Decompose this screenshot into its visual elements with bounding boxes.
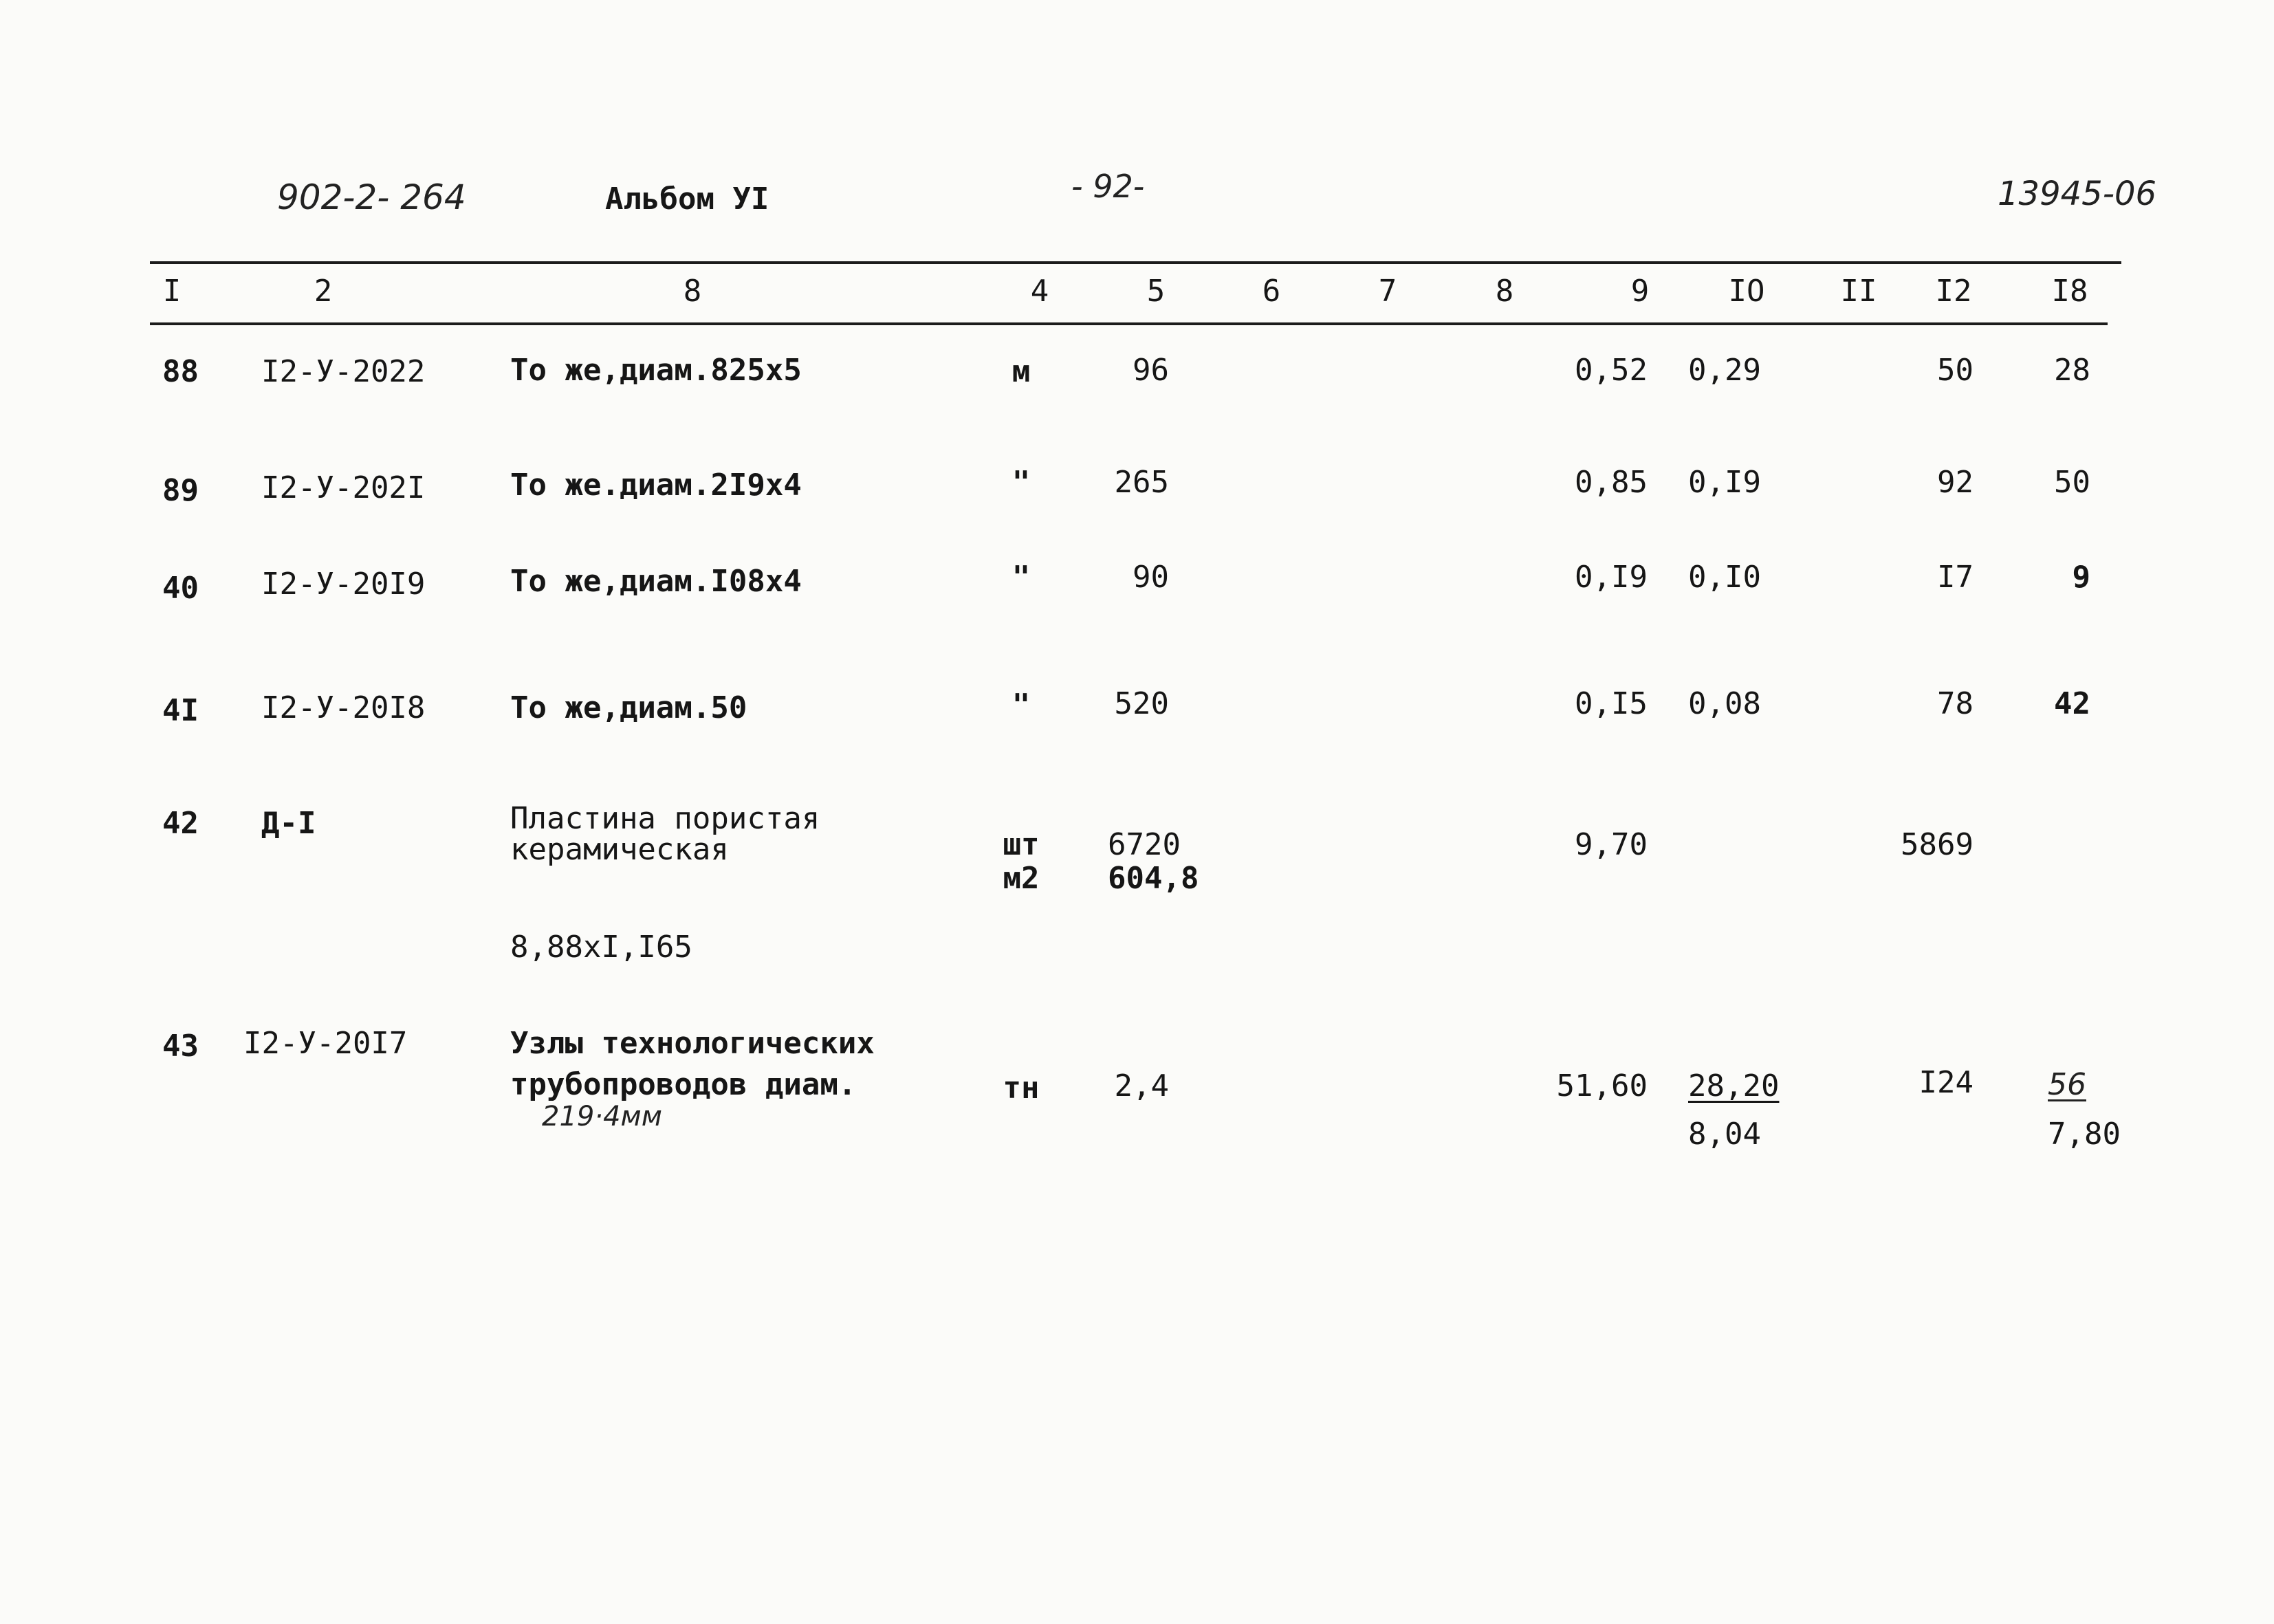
row-number: 43 — [162, 1029, 199, 1064]
item-name: То же,диам.I08x4 — [510, 564, 802, 599]
item-size: 8,88xI,I65 — [510, 930, 692, 965]
col-10-value: 0,08 — [1688, 686, 1761, 721]
row-number: 4I — [162, 693, 199, 728]
unit: " — [1012, 560, 1031, 595]
column-header: 4 — [1030, 274, 1049, 309]
item-code: I2-У-2022 — [261, 354, 426, 389]
album-label: Альбом УI — [605, 182, 769, 217]
col-12-value: 50 — [1937, 353, 1974, 388]
col-10-value: 8,04 — [1688, 1117, 1761, 1152]
col-12-value: I24 — [1918, 1065, 1974, 1100]
col-12-value: I7 — [1937, 560, 1974, 595]
column-header: 6 — [1262, 274, 1281, 309]
col-10-value: 0,I0 — [1688, 560, 1761, 595]
quantity: 265 — [1114, 465, 1169, 500]
column-header: 8 — [683, 274, 702, 309]
column-header: IO — [1728, 274, 1765, 309]
row-number: 42 — [162, 806, 199, 841]
col-9-value: 0,52 — [1575, 353, 1648, 388]
page-number: - 92- — [1071, 168, 1145, 205]
item-name-line: трубопроводов диам. — [510, 1067, 857, 1102]
quantity: 520 — [1114, 686, 1169, 721]
item-name-line: Узлы технологических — [510, 1026, 875, 1061]
col-12-value: 92 — [1937, 465, 1974, 500]
column-header: 9 — [1630, 274, 1650, 309]
col-13-value: 7,80 — [2048, 1117, 2121, 1152]
column-header: 7 — [1378, 274, 1397, 309]
item-code: Д-I — [261, 806, 316, 841]
sheet-code: 13945-06 — [1998, 175, 2157, 213]
item-code: I2-У-202I — [261, 470, 426, 505]
unit: м — [1012, 354, 1031, 389]
column-header: I2 — [1935, 274, 1972, 309]
column-header: II — [1840, 274, 1877, 309]
row-number: 89 — [162, 473, 199, 508]
unit: шт — [1003, 827, 1040, 862]
item-code: I2-У-20I9 — [261, 567, 426, 602]
handwritten-note: 219·4мм — [542, 1101, 662, 1132]
col-12-value: 5869 — [1901, 827, 1974, 862]
col-12-value: 78 — [1937, 686, 1974, 721]
quantity: 6720 — [1108, 827, 1181, 862]
unit: м2 — [1003, 861, 1040, 896]
col-10-value: 0,29 — [1688, 353, 1761, 388]
col-10-value: 0,I9 — [1688, 465, 1761, 500]
column-header: I8 — [2051, 274, 2088, 309]
item-name: То же.диам.2I9x4 — [510, 468, 802, 503]
unit: " — [1012, 465, 1031, 500]
item-name-line: Пластина пористая — [510, 801, 820, 836]
table-top-rule — [150, 261, 2121, 264]
quantity: 96 — [1133, 353, 1169, 388]
quantity: 604,8 — [1108, 861, 1199, 896]
item-code: I2-У-20I8 — [261, 690, 426, 725]
item-name: То же,диам.825x5 — [510, 353, 802, 388]
column-header: 8 — [1495, 274, 1514, 309]
item-name-line: керамическая — [510, 832, 729, 867]
col-9-value: 0,I5 — [1575, 686, 1648, 721]
unit: тн — [1003, 1071, 1040, 1106]
table-header-rule — [150, 322, 2108, 325]
col-13-value: 28 — [2054, 353, 2090, 388]
column-header: I — [162, 274, 182, 309]
document-code: 902-2- 264 — [277, 177, 466, 217]
col-9-value: 0,I9 — [1575, 560, 1648, 595]
unit: " — [1012, 688, 1031, 723]
col-13-value: 56 — [2048, 1067, 2086, 1102]
col-13-value: 42 — [2054, 686, 2090, 721]
item-code: I2-У-20I7 — [243, 1026, 408, 1061]
quantity: 90 — [1133, 560, 1169, 595]
row-number: 40 — [162, 571, 199, 606]
column-header: 2 — [314, 274, 333, 309]
col-9-value: 51,60 — [1556, 1068, 1648, 1104]
row-number: 88 — [162, 354, 199, 389]
col-9-value: 0,85 — [1575, 465, 1648, 500]
item-name: То же,диам.50 — [510, 690, 747, 725]
col-13-value: 50 — [2054, 465, 2090, 500]
column-header: 5 — [1146, 274, 1166, 309]
quantity: 2,4 — [1114, 1068, 1169, 1104]
col-10-value: 28,20 — [1688, 1068, 1780, 1104]
col-13-value: 9 — [2072, 560, 2090, 595]
col-9-value: 9,70 — [1575, 827, 1648, 862]
